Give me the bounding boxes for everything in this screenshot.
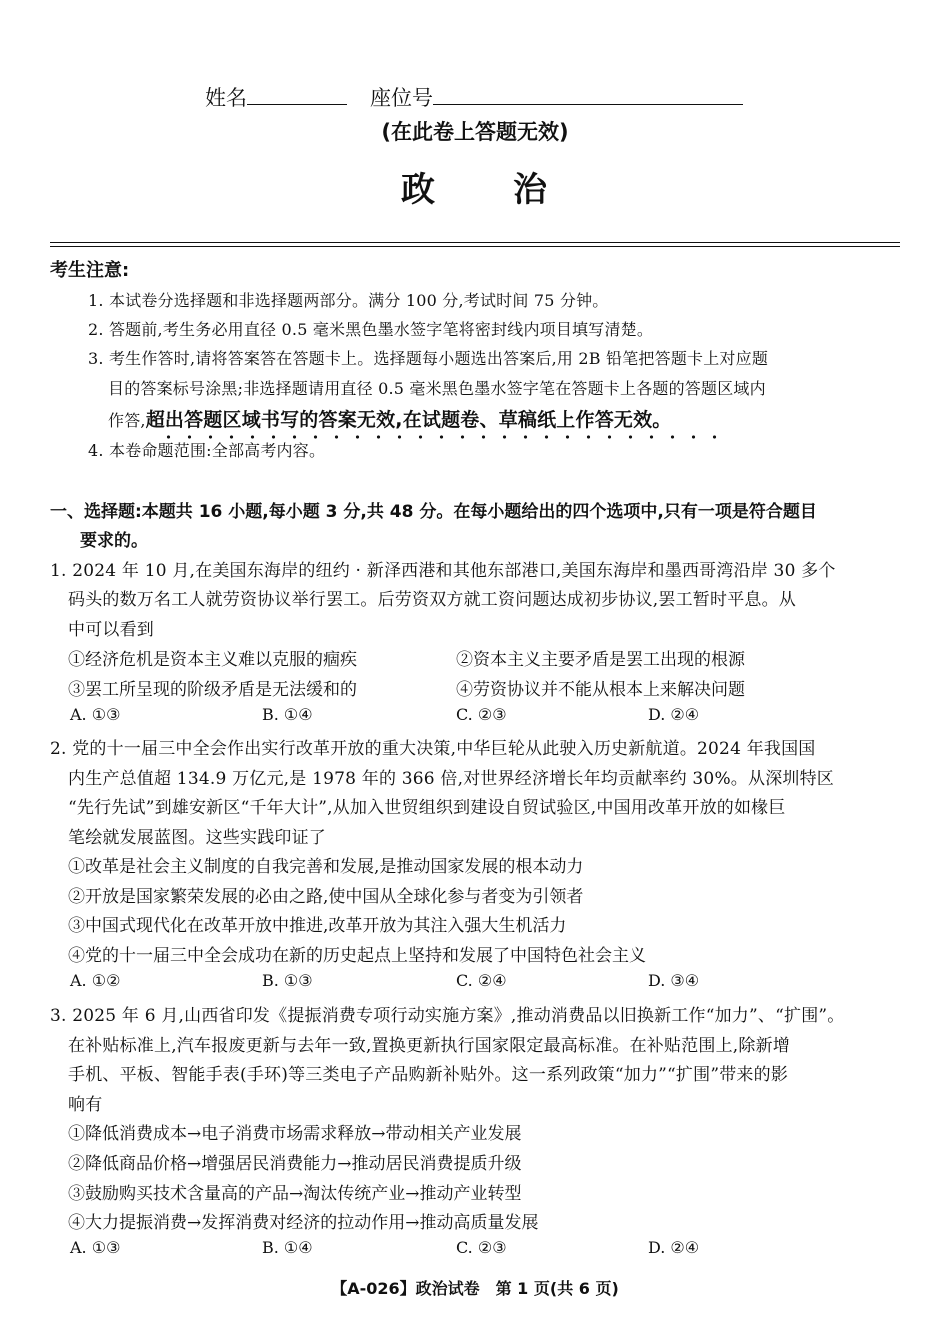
name-blank bbox=[247, 84, 347, 105]
q3-choice-b: B. ①④ bbox=[262, 1238, 313, 1257]
q3-line-1: 3. 2025 年 6 月,山西省印发《提振消费专项行动实施方案》,推动消费品以旧换新工作“加力”、“扩围”。 bbox=[50, 1006, 845, 1026]
q2-statement-1: ①改革是社会主义制度的自我完善和发展,是推动国家发展的根本动力 bbox=[68, 857, 584, 877]
q1-line-3: 中可以看到 bbox=[68, 620, 154, 640]
seat-field bbox=[370, 82, 743, 112]
notice-item-3-cont: 目的答案标号涂黑;非选择题请用直径 0.5 毫米黑色墨水签字笔在答题卡上各题的答题区域内 bbox=[108, 379, 766, 398]
notice-item-1: 1. 本试卷分选择题和非选择题两部分。满分 100 分,考试时间 75 分钟。 bbox=[88, 291, 609, 310]
q3-line-4: 响有 bbox=[68, 1095, 103, 1115]
q3-statement-2: ②降低商品价格→增强居民消费能力→推动居民消费提质升级 bbox=[68, 1154, 522, 1174]
q2-choice-d: D. ③④ bbox=[648, 971, 700, 990]
notice-item-2: 2. 答题前,考生务必用直径 0.5 毫米黑色墨水签字笔将密封线内项目填写清楚。 bbox=[88, 320, 654, 339]
q2-choice-c: C. ②④ bbox=[456, 971, 507, 990]
notice-item-3-end bbox=[108, 405, 672, 432]
q2-choice-b: B. ①③ bbox=[262, 971, 313, 990]
q3-choice-c: C. ②③ bbox=[456, 1238, 507, 1257]
q2-statement-3: ③中国式现代化在改革开放中推进,改革开放为其注入强大生机活力 bbox=[68, 916, 567, 936]
seat-label: 座位号 bbox=[370, 86, 433, 110]
notice-item-3: 3. 考生作答时,请将答案答在答题卡上。选择题每小题选出答案后,用 2B 铅笔把答题卡上对应题 bbox=[88, 349, 769, 368]
name-field bbox=[205, 82, 347, 112]
header-rule-top bbox=[50, 242, 900, 243]
q2-line-1: 2. 党的十一届三中全会作出实行改革开放的重大决策,中华巨轮从此驶入历史新航道。2024 年我国国 bbox=[50, 739, 816, 759]
q1-statement-2: ②资本主义主要矛盾是罢工出现的根源 bbox=[456, 650, 745, 670]
name-label: 姓名 bbox=[205, 86, 247, 110]
q3-statement-3: ③鼓励购买技术含量高的产品→淘汰传统产业→推动产业转型 bbox=[68, 1184, 522, 1204]
subject-title bbox=[0, 162, 950, 211]
notice-title: 考生注意: bbox=[50, 260, 130, 281]
q3-choice-a: A. ①③ bbox=[70, 1238, 121, 1257]
q1-choice-b: B. ①④ bbox=[262, 705, 313, 724]
q2-choice-a: A. ①② bbox=[70, 971, 121, 990]
q1-line-2: 码头的数万名工人就劳资协议举行罢工。后劳资双方就工资问题达成初步协议,罢工暂时平息。从 bbox=[68, 590, 797, 610]
q1-statement-1: ①经济危机是资本主义难以克服的痼疾 bbox=[68, 650, 357, 670]
notice-item-4: 4. 本卷命题范围:全部高考内容。 bbox=[88, 441, 326, 460]
q1-statement-4: ④劳资协议并不能从根本上来解决问题 bbox=[456, 680, 745, 700]
q3-statement-4: ④大力提振消费→发挥消费对经济的拉动作用→推动高质量发展 bbox=[68, 1213, 539, 1233]
page-footer: 【A-026】政治试卷 第 1 页(共 6 页) bbox=[331, 1279, 619, 1298]
header-rule-bottom bbox=[50, 246, 900, 247]
section-heading-cont: 要求的。 bbox=[80, 531, 148, 551]
q2-line-4: 笔绘就发展蓝图。这些实践印证了 bbox=[68, 828, 326, 848]
q2-statement-4: ④党的十一届三中全会成功在新的历史起点上坚持和发展了中国特色社会主义 bbox=[68, 946, 646, 966]
q2-line-3: “先行先试”到雄安新区“千年大计”,从加入世贸组织到建设自贸试验区,中国用改革开放的如椽巨 bbox=[68, 798, 786, 818]
notice-item-3-prefix: 作答, bbox=[108, 411, 146, 430]
q1-choice-c: C. ②③ bbox=[456, 705, 507, 724]
q3-choice-d: D. ②④ bbox=[648, 1238, 700, 1257]
seat-blank bbox=[433, 84, 743, 105]
q1-statement-3: ③罢工所呈现的阶级矛盾是无法缓和的 bbox=[68, 680, 357, 700]
q2-line-2: 内生产总值超 134.9 万亿元,是 1978 年的 366 倍,对世界经济增长年均贡献率约 30%。从深圳特区 bbox=[68, 769, 834, 789]
q1-choice-d: D. ②④ bbox=[648, 705, 700, 724]
notice-emphasis: 超出答题区域书写的答案无效,在试题卷、草稿纸上作答无效。 bbox=[145, 409, 672, 431]
subject-char-1: 政 bbox=[401, 170, 437, 210]
invalid-answer-notice: (在此卷上答题无效) bbox=[381, 120, 569, 144]
q3-statement-1: ①降低消费成本→电子消费市场需求释放→带动相关产业发展 bbox=[68, 1124, 522, 1144]
q1-line-1: 1. 2024 年 10 月,在美国东海岸的纽约 · 新泽西港和其他东部港口,美国东海岸和墨西哥湾沿岸 30 多个 bbox=[50, 561, 836, 581]
q1-choice-a: A. ①③ bbox=[70, 705, 121, 724]
subject-char-2: 治 bbox=[513, 170, 549, 210]
q2-statement-2: ②开放是国家繁荣发展的必由之路,使中国从全球化参与者变为引领者 bbox=[68, 887, 584, 907]
section-heading: 一、选择题:本题共 16 小题,每小题 3 分,共 48 分。在每小题给出的四个选项中,只有一项是符合题目 bbox=[50, 502, 817, 522]
q3-line-3: 手机、平板、智能手表(手环)等三类电子产品购新补贴外。这一系列政策“加力”“扩围”带来的影 bbox=[68, 1065, 789, 1085]
q3-line-2: 在补贴标准上,汽车报废更新与去年一致,置换更新执行国家限定最高标准。在补贴范围上,除新增 bbox=[68, 1036, 791, 1056]
